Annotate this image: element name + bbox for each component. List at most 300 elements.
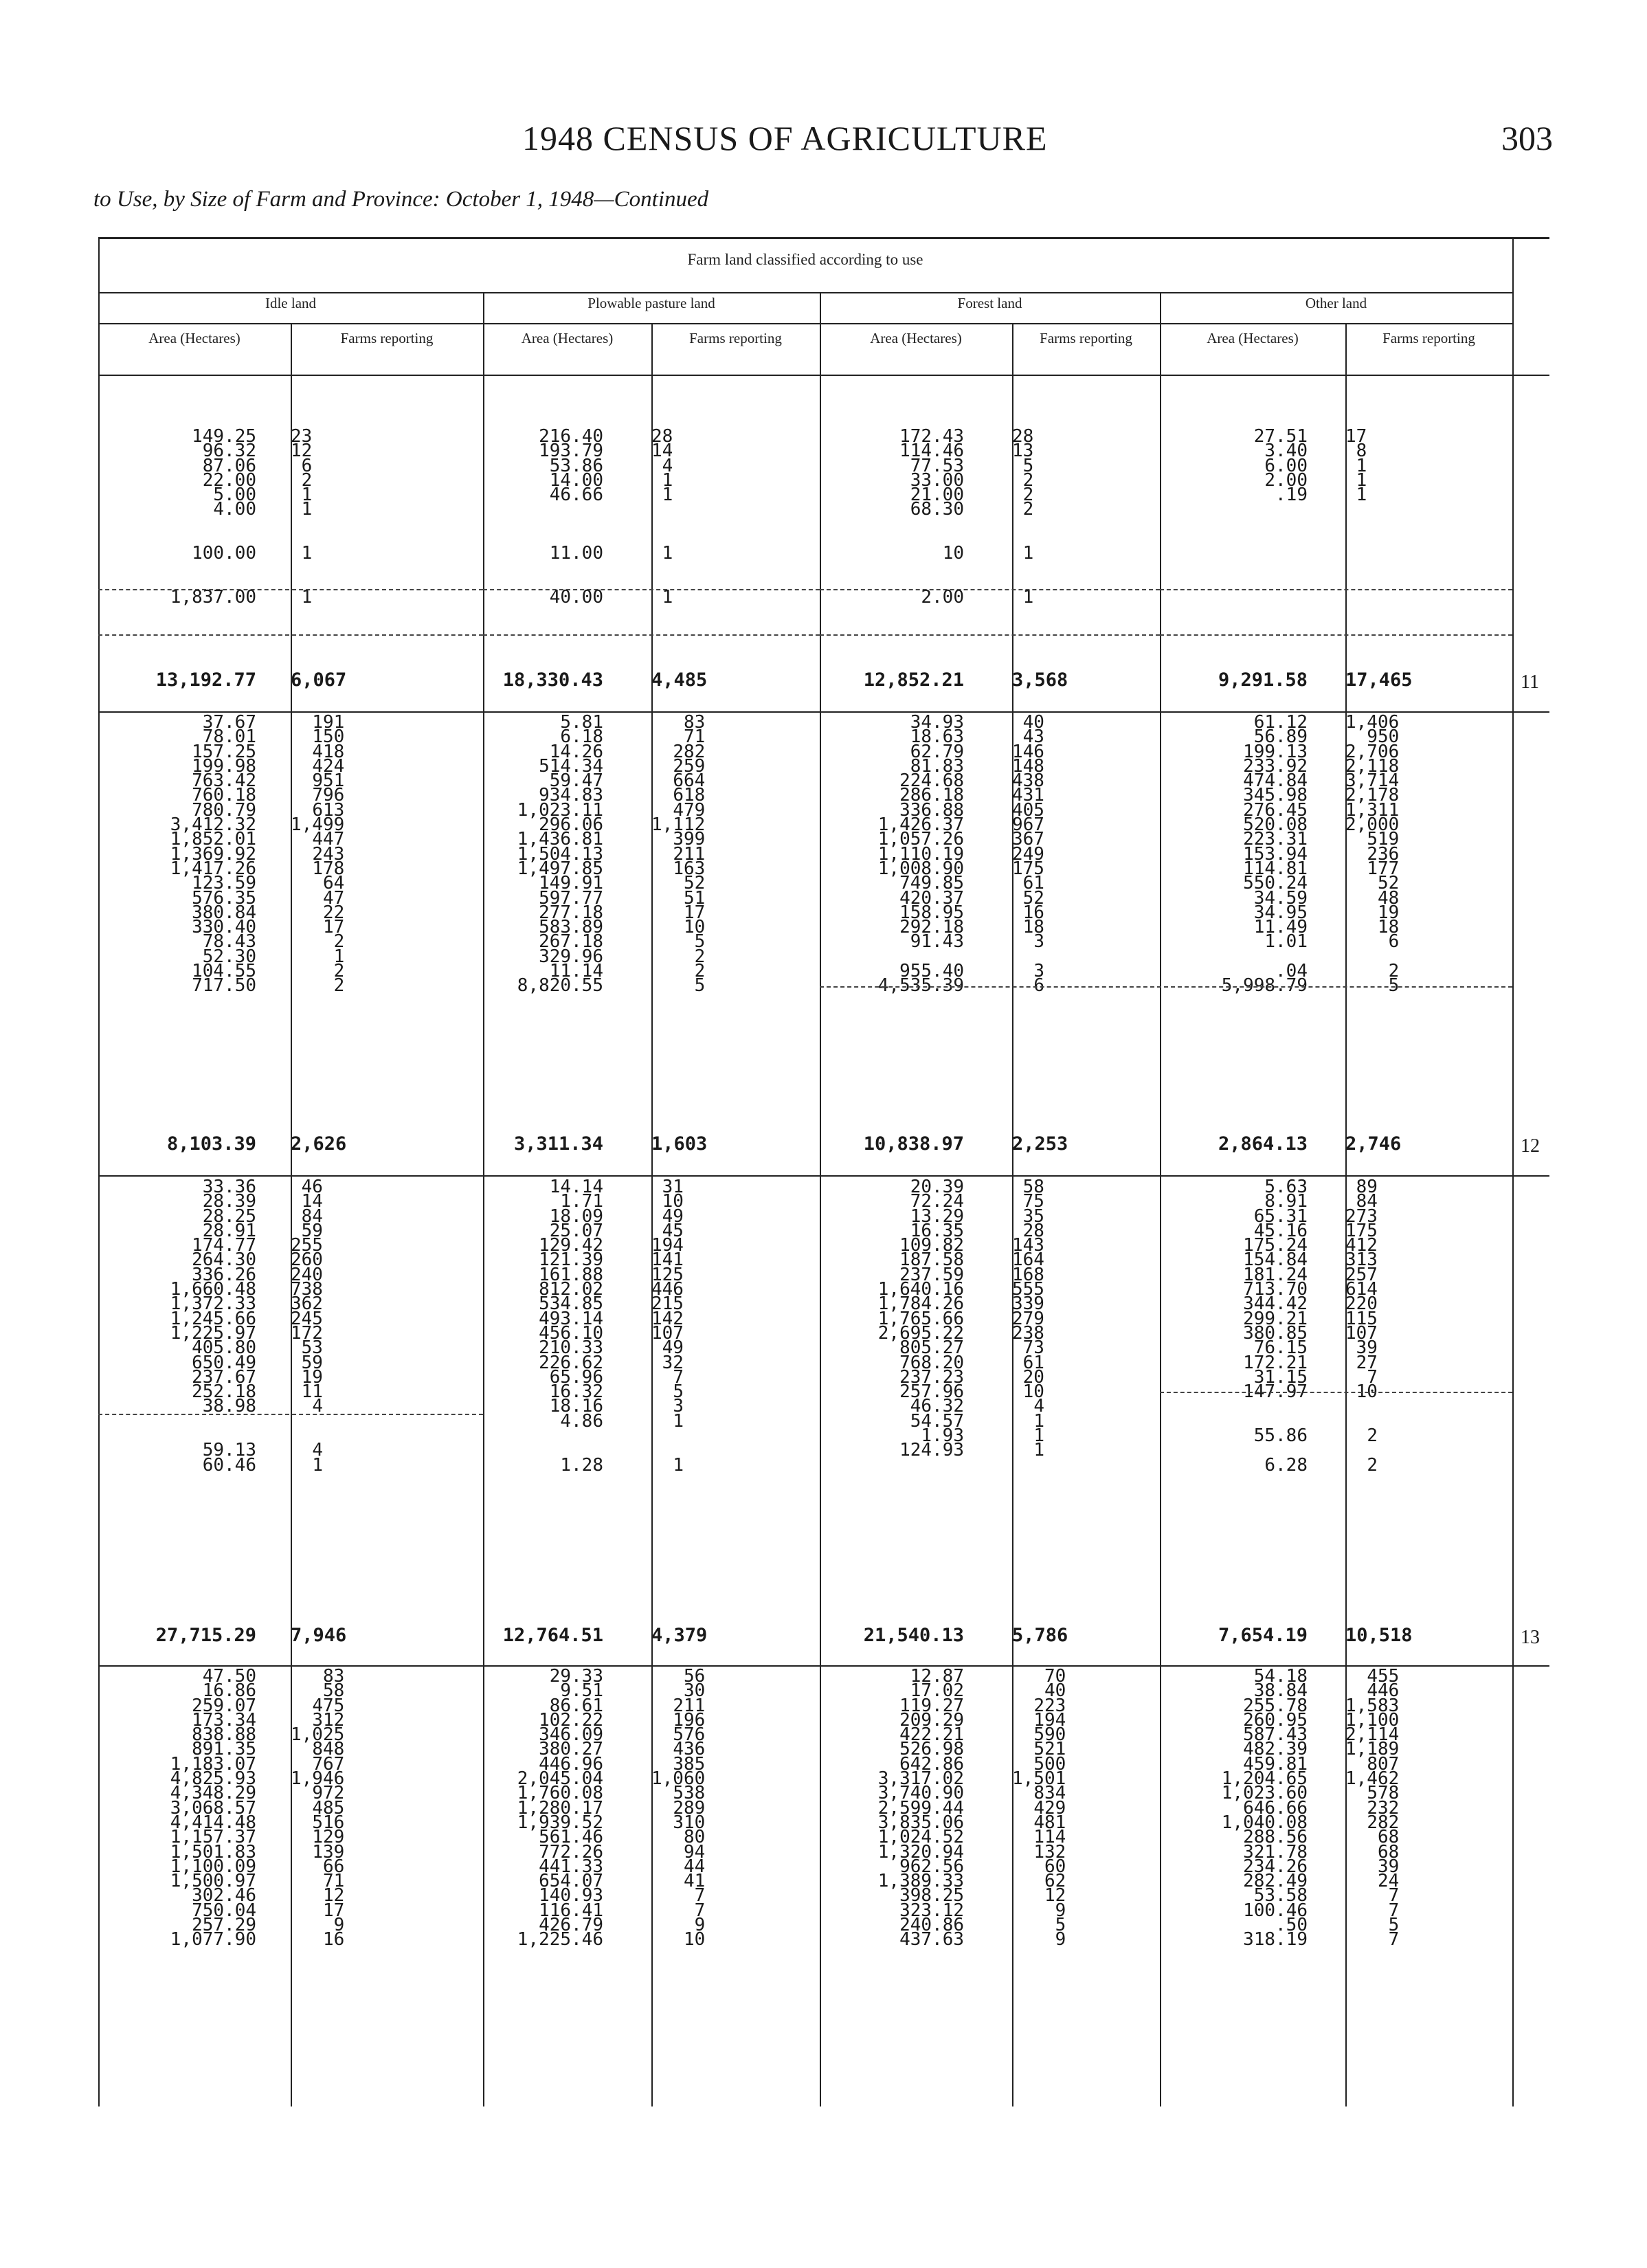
table-cell: 174.77: [192, 1235, 256, 1256]
row-number: 13: [1521, 1627, 1540, 1648]
table-cell: 4,348.29: [170, 1783, 256, 1804]
table-cell: 12: [291, 441, 313, 462]
table-cell: 31.15: [1253, 1366, 1308, 1388]
table-cell: 19: [1377, 902, 1400, 923]
table-cell: 456.10: [539, 1322, 603, 1344]
table-cell: 312: [312, 1709, 345, 1731]
category-header-other-land: Other land: [1305, 295, 1367, 311]
table-cell: 5: [1055, 1915, 1066, 1936]
table-cell: 1,077.90: [170, 1929, 256, 1950]
table-cell: 3.40: [1264, 441, 1308, 462]
table-cell: 1,436.81: [517, 829, 603, 850]
table-cell: 16.86: [202, 1680, 256, 1702]
table-cell: 1: [662, 543, 673, 564]
table-cell: 196: [673, 1709, 706, 1731]
data-column: [291, 1666, 345, 1950]
table-cell: 52.30: [202, 946, 256, 967]
data-column: [1345, 1666, 1400, 1950]
table-cell: 147.97: [1243, 1381, 1308, 1403]
table-cell: 27.51: [1253, 426, 1308, 447]
table-cell: 1,946: [291, 1768, 345, 1790]
table-cell: 211: [673, 843, 706, 865]
table-cell: 3,412.32: [170, 814, 256, 836]
table-cell: 83: [322, 1666, 345, 1687]
table-cell: 17: [322, 917, 345, 938]
table-cell: 9: [333, 1915, 345, 1936]
category-header-plowable-pasture: Plowable pasture land: [587, 295, 715, 311]
table-cell: 12: [322, 1885, 345, 1906]
table-cell: 436: [673, 1739, 706, 1760]
table-cell: [651, 518, 673, 532]
table-cell: 194: [1033, 1709, 1066, 1731]
data-column: [483, 1177, 603, 1476]
table-cell: 362: [291, 1293, 323, 1315]
table-cell: 255.78: [1243, 1695, 1308, 1716]
table-cell: 52: [683, 873, 706, 894]
table-cell: 149.91: [539, 873, 603, 894]
table-cell: 25.07: [549, 1220, 603, 1241]
table-cell: 12.87: [910, 1666, 964, 1687]
dashed-rule: [98, 634, 483, 636]
table-cell: 78.43: [202, 931, 256, 953]
table-cell: 1: [301, 543, 313, 564]
table-cell: 39: [1377, 1856, 1400, 1877]
table-cell: 4,414.48: [170, 1812, 256, 1833]
subheader-farms: Farms reporting: [1040, 330, 1132, 346]
table-cell: 38.98: [202, 1396, 256, 1417]
subheader-area: Area (Hectares): [1207, 330, 1299, 346]
group-header-rule: [98, 292, 1512, 293]
table-cell: 1: [301, 587, 313, 608]
table-cell: 28.39: [202, 1191, 256, 1212]
table-cell: 1,504.13: [517, 843, 603, 865]
table-cell: 154.84: [1243, 1249, 1308, 1271]
table-cell: 438: [1012, 770, 1044, 792]
table-cell: 760.18: [192, 785, 256, 806]
table-cell: 5: [1022, 455, 1034, 476]
table-cell: 738: [291, 1279, 323, 1300]
data-column: [651, 1177, 684, 1476]
table-cell: 1: [1356, 469, 1367, 491]
table-cell: 10: [683, 917, 706, 938]
table-cell: 60.46: [202, 1454, 256, 1476]
total-cell: 2,746: [1345, 1133, 1402, 1155]
table-cell: 1,204.65: [1221, 1768, 1308, 1790]
table-cell: 385: [673, 1753, 706, 1775]
table-cell: 1,372.33: [170, 1293, 256, 1315]
table-cell: 1,320.94: [877, 1841, 964, 1863]
table-cell: 94: [683, 1841, 706, 1863]
dashed-rule: [483, 589, 820, 590]
table-cell: 3,068.57: [170, 1797, 256, 1819]
dashed-rule: [1160, 1392, 1512, 1393]
table-cell: 56.89: [1253, 726, 1308, 748]
table-cell: 538: [673, 1783, 706, 1804]
row-number: 12: [1521, 1135, 1540, 1157]
dashed-rule: [98, 1414, 483, 1415]
table-cell: 587.43: [1243, 1724, 1308, 1746]
table-cell: 119.27: [899, 1695, 964, 1716]
table-cell: 260: [291, 1249, 323, 1271]
table-cell: 796: [312, 785, 345, 806]
table-cell: 1,100.09: [170, 1856, 256, 1877]
table-cell: 53: [301, 1337, 323, 1359]
table-cell: 49: [662, 1337, 684, 1359]
table-cell: 812.02: [539, 1279, 603, 1300]
dashed-rule: [1160, 589, 1512, 590]
table-cell: 114.46: [899, 441, 964, 462]
table-caption: to Use, by Size of Farm and Province: October 1, 1948—Continued: [93, 187, 709, 212]
table-cell: 1: [1033, 1410, 1044, 1432]
table-cell: 20: [1022, 1366, 1044, 1388]
table-cell: 1: [673, 1410, 684, 1432]
table-cell: 220: [1345, 1293, 1378, 1315]
table-cell: 1,225.97: [170, 1322, 256, 1344]
section-rule: [98, 1665, 1549, 1667]
table-cell: 83: [683, 712, 706, 733]
table-cell: 46.32: [910, 1396, 964, 1417]
table-cell: 2: [1367, 1425, 1378, 1447]
table-cell: 310: [673, 1812, 706, 1833]
table-cell: 767: [312, 1753, 345, 1775]
table-cell: 10: [662, 1191, 684, 1212]
table-cell: 780.79: [192, 799, 256, 821]
table-cell: 257.29: [192, 1915, 256, 1936]
table-cell: 71: [683, 726, 706, 748]
table-cell: 1,501: [1012, 1768, 1066, 1790]
table-cell: 1: [673, 1454, 684, 1476]
dashed-rule: [1160, 634, 1512, 636]
subheader-farms: Farms reporting: [1382, 330, 1475, 346]
table-cell: 4.00: [213, 499, 256, 520]
table-cell: 4: [1033, 1396, 1044, 1417]
table-cell: 34.59: [1253, 887, 1308, 909]
table-cell: 3: [1033, 961, 1044, 982]
table-cell: 1,369.92: [170, 843, 256, 865]
table-cell: 161.88: [539, 1264, 603, 1285]
table-cell: 1,024.52: [877, 1827, 964, 1848]
table-cell: 1,406: [1345, 712, 1400, 733]
total-cell: 3,568: [1012, 669, 1068, 691]
table-cell: 70: [1044, 1666, 1066, 1687]
table-cell: 664: [673, 770, 706, 792]
table-cell: 223.31: [1243, 829, 1308, 850]
table-cell: 7: [1388, 1929, 1400, 1950]
table-cell: 46.66: [549, 485, 603, 506]
table-cell: 59: [301, 1352, 323, 1373]
table-cell: 521: [1033, 1739, 1066, 1760]
table-cell: 107: [1345, 1322, 1378, 1344]
table-cell: 2: [1022, 485, 1034, 506]
running-title: 1948 CENSUS OF AGRICULTURE: [522, 119, 1048, 157]
table-cell: 237.67: [192, 1366, 256, 1388]
table-cell: 139: [312, 1841, 345, 1863]
table-cell: 29.33: [549, 1666, 603, 1687]
table-cell: 424: [312, 755, 345, 777]
table-cell: 7: [1388, 1885, 1400, 1906]
table-cell: 1: [662, 485, 673, 506]
table-cell: 175: [1012, 858, 1044, 879]
table-cell: 2,178: [1345, 785, 1400, 806]
table-cell: 238: [1012, 1322, 1044, 1344]
table-cell: 1,499: [291, 814, 345, 836]
data-column: [291, 712, 345, 997]
table-cell: 236: [1367, 843, 1400, 865]
table-cell: 68.30: [910, 499, 964, 520]
table-cell: 646.66: [1243, 1797, 1308, 1819]
data-column: [651, 426, 673, 608]
table-cell: 17: [322, 1900, 345, 1921]
table-cell: 116.41: [539, 1900, 603, 1921]
table-cell: 14.00: [549, 469, 603, 491]
table-cell: 5: [1388, 1915, 1400, 1936]
table-cell: 153.94: [1243, 843, 1308, 865]
data-column: [1012, 1666, 1066, 1950]
table-cell: 16: [322, 1929, 345, 1950]
table-cell: 59.13: [202, 1440, 256, 1461]
table-cell: 367: [1012, 829, 1044, 850]
table-cell: 81.83: [910, 755, 964, 777]
data-column: [1012, 1177, 1044, 1473]
subheader-area: Area (Hectares): [521, 330, 614, 346]
table-cell: 2,118: [1345, 755, 1400, 777]
table-cell: 1,311: [1345, 799, 1400, 821]
census-table: [98, 237, 1549, 2106]
total-cell: 1,603: [651, 1133, 708, 1155]
table-cell: 143: [1012, 1235, 1044, 1256]
table-cell: 2: [1022, 469, 1034, 491]
table-cell: 650.49: [192, 1352, 256, 1373]
table-cell: 282: [673, 741, 706, 762]
table-cell: 209.29: [899, 1709, 964, 1731]
table-cell: 10: [1022, 1381, 1044, 1403]
table-cell: 1: [1356, 455, 1367, 476]
total-cell: 8,103.39: [166, 1133, 256, 1155]
table-cell: 485: [312, 1797, 345, 1819]
table-cell: 40: [1044, 1680, 1066, 1702]
table-cell: 1: [1033, 1440, 1044, 1461]
table-cell: 1,583: [1345, 1695, 1400, 1716]
table-cell: 321.78: [1243, 1841, 1308, 1863]
table-cell: [1345, 518, 1367, 532]
table-cell: 1: [662, 587, 673, 608]
table-cell: 84: [301, 1205, 323, 1227]
table-cell: 5: [694, 931, 706, 953]
table-cell: 5: [673, 1381, 684, 1403]
table-cell: 482.39: [1243, 1739, 1308, 1760]
table-cell: 2: [694, 946, 706, 967]
table-cell: 279: [1012, 1308, 1044, 1329]
table-cell: 4.86: [560, 1410, 603, 1432]
table-cell: 23: [291, 426, 313, 447]
total-cell: 2,253: [1012, 1133, 1068, 1155]
table-cell: 45: [662, 1220, 684, 1241]
table-cell: 51: [683, 887, 706, 909]
table-cell: 642.86: [899, 1753, 964, 1775]
table-cell: 175: [1345, 1220, 1378, 1241]
table-cell: 2.00: [921, 587, 964, 608]
data-column: [291, 1177, 323, 1476]
table-cell: 399: [673, 829, 706, 850]
total-cell: 27,715.29: [155, 1625, 256, 1646]
subheader-area: Area (Hectares): [148, 330, 240, 346]
dashed-rule: [820, 634, 1160, 636]
table-cell: 302.46: [192, 1885, 256, 1906]
table-cell: 115: [1345, 1308, 1378, 1329]
table-cell: 7: [694, 1900, 706, 1921]
table-right-rule: [1512, 237, 1514, 2106]
data-column: [820, 1177, 964, 1473]
table-cell: 240.86: [899, 1915, 964, 1936]
table-cell: 216.40: [539, 426, 603, 447]
table-cell: 446: [651, 1279, 684, 1300]
table-cell: 66: [322, 1856, 345, 1877]
table-cell: 14.14: [549, 1177, 603, 1197]
table-cell: 2: [1388, 961, 1400, 982]
table-cell: 412: [1345, 1235, 1378, 1256]
table-cell: 1,110.19: [877, 843, 964, 865]
table-cell: 2,000: [1345, 814, 1400, 836]
total-cell: 17,465: [1345, 669, 1413, 691]
table-cell: 31: [662, 1177, 684, 1197]
table-cell: 1: [301, 485, 313, 506]
table-cell: 123.59: [192, 873, 256, 894]
table-cell: 245: [291, 1308, 323, 1329]
table-cell: 455: [1367, 1666, 1400, 1687]
table-cell: 583.89: [539, 917, 603, 938]
table-cell: 3: [673, 1396, 684, 1417]
table-cell: 14: [301, 1191, 323, 1212]
table-top-rule: [98, 237, 1549, 239]
total-cell: 4,379: [651, 1625, 708, 1646]
table-cell: 52: [1022, 887, 1044, 909]
table-cell: 28.25: [202, 1205, 256, 1227]
total-cell: 12,764.51: [502, 1625, 603, 1646]
table-cell: 951: [312, 770, 345, 792]
table-cell: 2: [333, 961, 345, 982]
running-head: [0, 118, 1647, 159]
table-cell: 2,706: [1345, 741, 1400, 762]
total-cell: 12,852.21: [863, 669, 964, 691]
table-cell: 1,245.66: [170, 1308, 256, 1329]
total-cell: 3,311.34: [513, 1133, 603, 1155]
table-cell: 1,500.97: [170, 1871, 256, 1892]
table-cell: 1,025: [291, 1724, 345, 1746]
table-cell: 4: [312, 1396, 323, 1417]
table-cell: 950: [1367, 726, 1400, 748]
table-cell: 34.95: [1253, 902, 1308, 923]
table-cell: 173.34: [192, 1709, 256, 1731]
table-cell: 75: [1022, 1191, 1044, 1212]
table-cell: 41: [683, 1871, 706, 1892]
table-cell: 323.12: [899, 1900, 964, 1921]
table-cell: 1.28: [560, 1454, 603, 1476]
table-cell: 233.92: [1243, 755, 1308, 777]
table-cell: 11.00: [549, 543, 603, 564]
table-cell: 7: [694, 1885, 706, 1906]
table-cell: 750.04: [192, 1900, 256, 1921]
table-cell: 18: [1022, 917, 1044, 938]
table-cell: 380.85: [1243, 1322, 1308, 1344]
table-cell: 215: [651, 1293, 684, 1315]
table-cell: 249: [1012, 843, 1044, 865]
total-cell: 21,540.13: [863, 1625, 964, 1646]
table-cell: 10: [942, 543, 964, 564]
table-cell: 46: [301, 1177, 323, 1197]
table-cell: 33.00: [910, 469, 964, 491]
table-cell: 282: [1367, 1812, 1400, 1833]
table-cell: 2.00: [1264, 469, 1308, 491]
data-column: [483, 1666, 603, 1950]
table-cell: 2,114: [1345, 1724, 1400, 1746]
table-cell: 96.32: [202, 441, 256, 462]
table-cell: 71: [322, 1871, 345, 1892]
table-cell: 38.84: [1253, 1680, 1308, 1702]
table-cell: [483, 518, 603, 532]
table-cell: 199.98: [192, 755, 256, 777]
table-cell: 597.77: [539, 887, 603, 909]
table-cell: 121.39: [539, 1249, 603, 1271]
table-cell: 398.25: [899, 1885, 964, 1906]
table-cell: 210.33: [539, 1337, 603, 1359]
table-cell: 22: [322, 902, 345, 923]
table-cell: 14: [651, 441, 673, 462]
table-cell: 55.86: [1253, 1425, 1308, 1447]
table-cell: 168: [1012, 1264, 1044, 1285]
table-cell: 44: [683, 1856, 706, 1877]
table-cell: 17: [683, 902, 706, 923]
table-cell: 1: [333, 946, 345, 967]
table-cell: 129: [312, 1827, 345, 1848]
table-cell: 277.18: [539, 902, 603, 923]
table-cell: 264.30: [192, 1249, 256, 1271]
table-cell: 519: [1367, 829, 1400, 850]
total-cell: 2,864.13: [1218, 1133, 1308, 1155]
table-cell: 132: [1033, 1841, 1066, 1863]
table-cell: 286.18: [899, 785, 964, 806]
table-cell: 8.91: [1264, 1191, 1308, 1212]
data-column: [98, 426, 256, 608]
table-cell: 380.84: [192, 902, 256, 923]
table-cell: 1,060: [651, 1768, 706, 1790]
table-cell: 1: [1356, 485, 1367, 506]
table-cell: 48: [1377, 887, 1400, 909]
table-cell: 30: [683, 1680, 706, 1702]
table-cell: 24: [1377, 1871, 1400, 1892]
table-cell: 6.00: [1264, 455, 1308, 476]
table-cell: 80: [683, 1827, 706, 1848]
table-cell: 59.47: [549, 770, 603, 792]
table-cell: 550.24: [1243, 873, 1308, 894]
table-cell: 299.21: [1243, 1308, 1308, 1329]
table-cell: 420.37: [899, 887, 964, 909]
table-cell: 344.42: [1243, 1293, 1308, 1315]
data-column: [1160, 1666, 1308, 1950]
table-cell: 17.02: [910, 1680, 964, 1702]
table-cell: 1,852.01: [170, 829, 256, 850]
table-cell: 223: [1033, 1695, 1066, 1716]
table-cell: 3,835.06: [877, 1812, 964, 1833]
data-column: [1160, 426, 1308, 605]
data-column: [483, 712, 603, 997]
table-cell: 534.85: [539, 1293, 603, 1315]
table-cell: 296.06: [539, 814, 603, 836]
table-cell: 178: [312, 858, 345, 879]
dashed-rule: [820, 589, 1160, 590]
subheader-rule: [98, 375, 1549, 376]
table-cell: 150: [312, 726, 345, 748]
table-cell: 493.14: [539, 1308, 603, 1329]
